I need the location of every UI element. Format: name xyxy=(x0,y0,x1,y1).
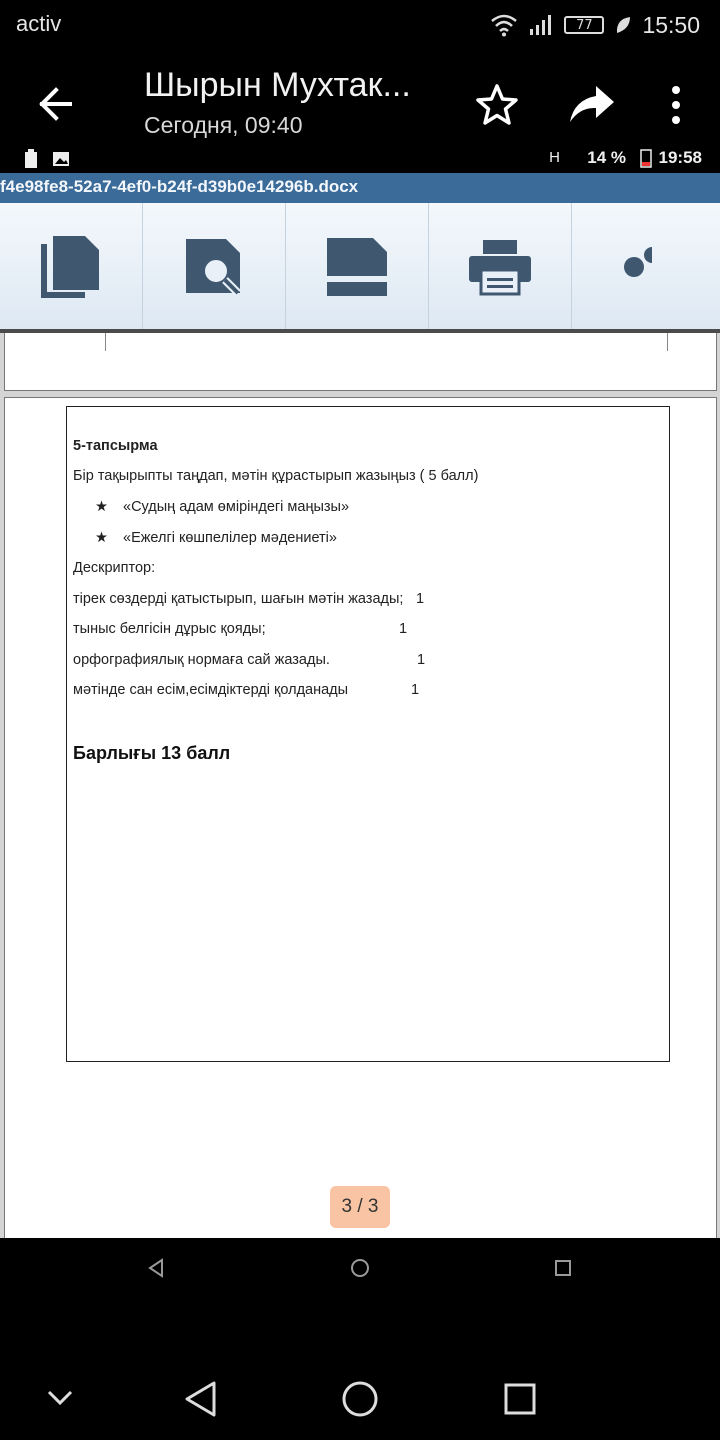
embedded-status-bar xyxy=(0,145,720,173)
print-icon xyxy=(467,238,533,296)
descriptor-label: Дескриптор: xyxy=(73,560,156,576)
share-icon[interactable] xyxy=(566,80,618,128)
conversation-title: Шырын Мухтак... xyxy=(144,66,411,104)
nav-recents-icon xyxy=(553,1258,573,1278)
wifi-icon xyxy=(490,13,518,37)
low-battery-icon xyxy=(640,148,652,168)
chevron-down-icon[interactable] xyxy=(44,1384,76,1412)
nav-home-icon xyxy=(349,1257,371,1279)
bullet-star-icon: ★ xyxy=(95,530,108,546)
total-score: Барлығы 13 балл xyxy=(73,743,231,763)
conversation-subtitle: Сегодня, 09:40 xyxy=(144,112,303,138)
nav-back-icon xyxy=(146,1257,166,1279)
descriptor-text: мәтінде сан есім,есімдіктерді қолданады xyxy=(73,682,349,698)
star-icon[interactable] xyxy=(474,82,520,128)
app-bar xyxy=(0,50,720,150)
task-instruction: Бір тақырыпты таңдап, мәтін құрастырып жазыңыз ( 5 балл) xyxy=(73,468,479,484)
navigation-bar xyxy=(0,1300,720,1440)
battery-charging-icon xyxy=(24,149,38,169)
embedded-navigation-bar xyxy=(0,1238,720,1300)
search-document-icon xyxy=(182,235,246,299)
current-page xyxy=(4,397,717,1238)
signal-icon xyxy=(528,13,554,37)
descriptor-text: орфографиялық нормаға сай жазады. xyxy=(73,652,330,668)
battery-level: 77 xyxy=(576,17,593,33)
descriptor-score: 1 xyxy=(417,652,426,668)
single-page-button[interactable] xyxy=(286,203,429,331)
more-vert-icon[interactable] xyxy=(660,84,692,126)
nav-back-icon[interactable] xyxy=(182,1379,220,1419)
clock: 15:50 xyxy=(642,11,700,38)
descriptor-score: 1 xyxy=(411,682,420,698)
image-icon xyxy=(52,151,70,167)
embedded-clock: 19:58 xyxy=(658,148,702,167)
network-type: H xyxy=(549,149,560,166)
pages-button[interactable] xyxy=(0,203,143,331)
print-button[interactable] xyxy=(429,203,572,331)
document-viewer[interactable] xyxy=(0,333,720,1238)
file-title-bar xyxy=(0,173,720,203)
search-document-button[interactable] xyxy=(143,203,286,331)
carrier-name: activ xyxy=(16,11,62,36)
descriptor-text: тыныс белгісін дұрыс қояды; xyxy=(73,621,266,637)
page-indicator: 3 / 3 xyxy=(330,1186,390,1228)
status-bar xyxy=(0,0,720,50)
task-heading: 5-тапсырма xyxy=(73,438,158,454)
leaf-icon xyxy=(614,15,632,35)
descriptor-score: 1 xyxy=(399,621,408,637)
file-name: f4e98fe8-52a7-4ef0-b24f-d39b0e14296b.docx xyxy=(0,177,359,196)
bullet-star-icon: ★ xyxy=(95,499,108,515)
share-icon xyxy=(622,247,652,287)
share-file-button[interactable] xyxy=(572,203,720,331)
previous-page xyxy=(4,333,717,391)
status-icons xyxy=(490,8,700,42)
nav-recents-icon[interactable] xyxy=(502,1381,538,1417)
back-arrow-icon[interactable] xyxy=(30,78,82,130)
pages-icon xyxy=(39,234,103,300)
embedded-battery: 14 % xyxy=(587,148,626,167)
battery-icon xyxy=(564,16,604,34)
topic-option: «Ежелгі көшпелілер мәдениеті» xyxy=(123,530,337,546)
topic-option: «Судың адам өміріндегі маңызы» xyxy=(123,499,350,515)
nav-home-icon[interactable] xyxy=(340,1379,380,1419)
descriptor-score: 1 xyxy=(416,591,425,607)
descriptor-text: тірек сөздерді қатыстырып, шағын мәтін жазады; xyxy=(73,591,404,607)
document-toolbar xyxy=(0,203,720,331)
single-page-icon xyxy=(325,236,389,298)
